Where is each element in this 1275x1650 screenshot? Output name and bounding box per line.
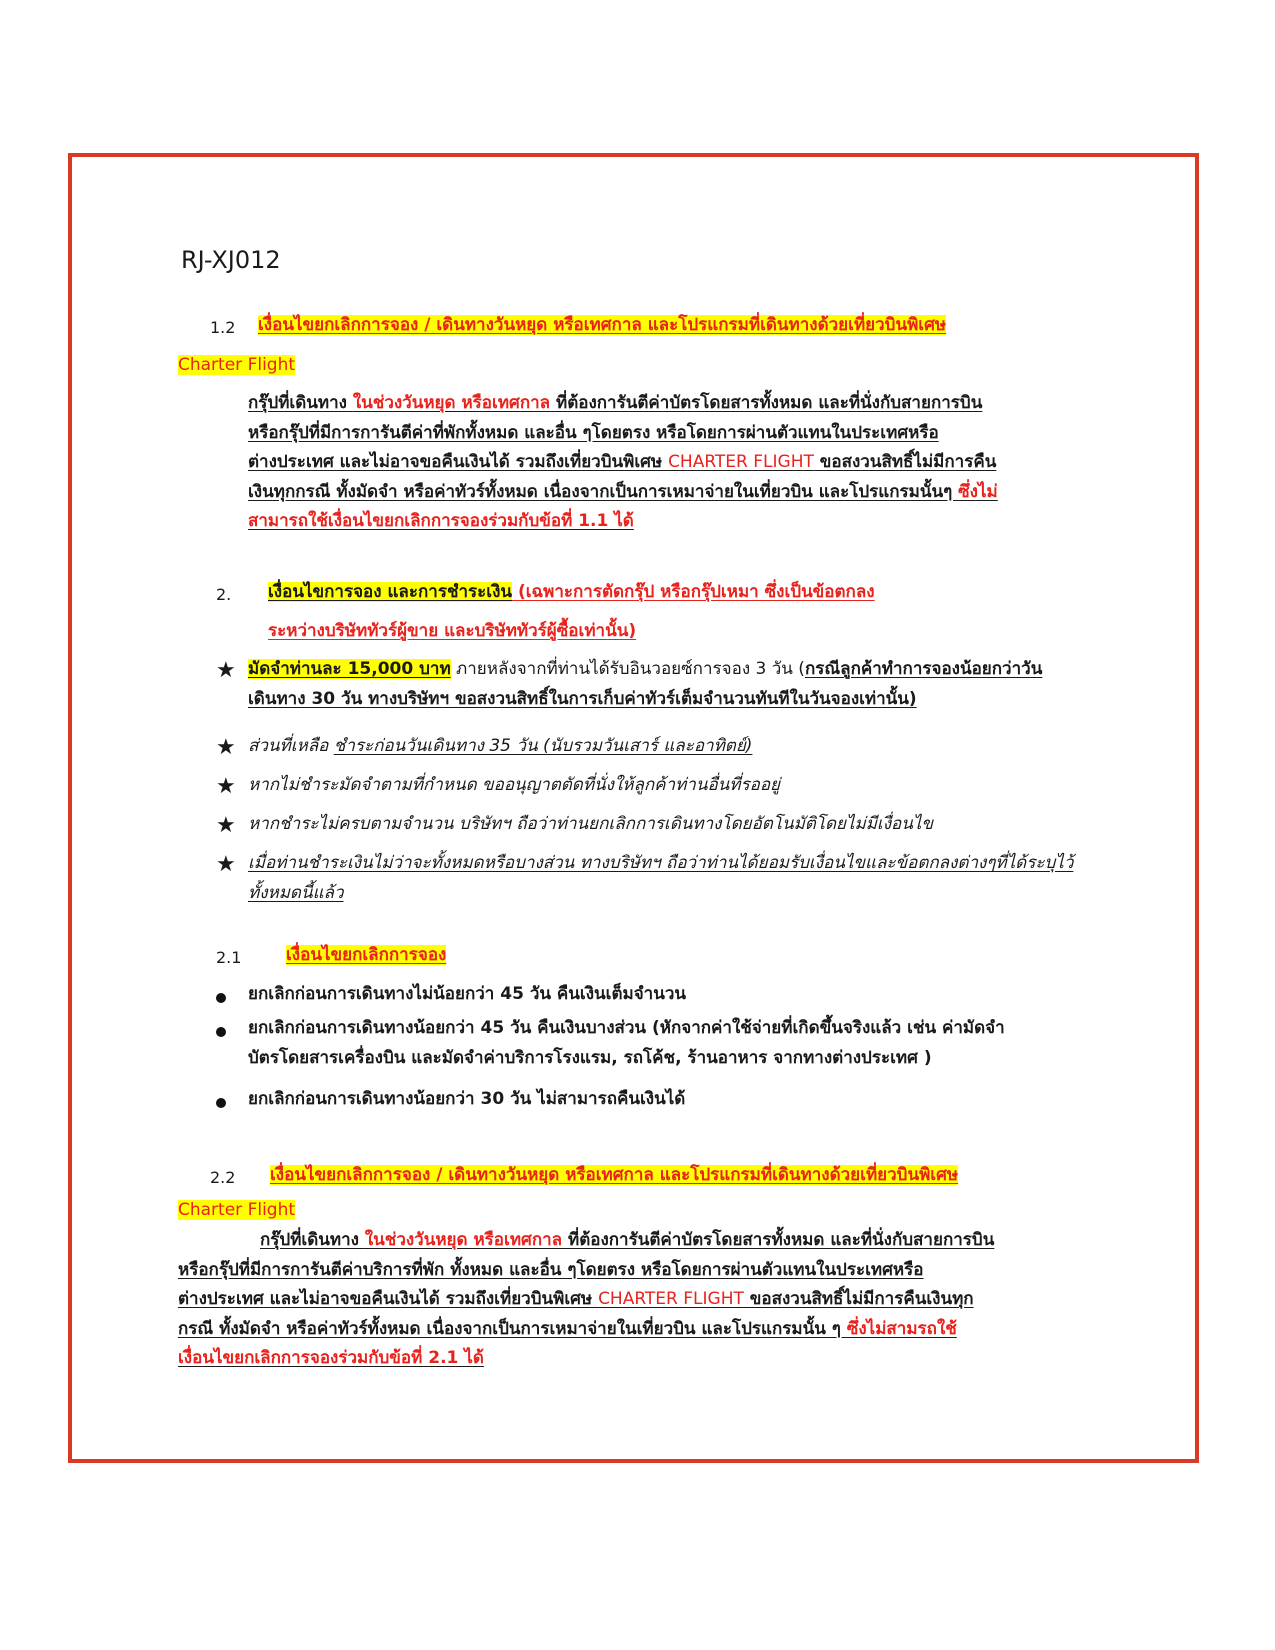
paragraph-1-2 [248, 389, 1108, 537]
text-line: บัตรโดยสารเครื่องบิน และมัดจำค่าบริการโรงแรม, รถโค้ช, ร้านอาหาร จากทางต่างประเทศ ) [248, 1047, 932, 1068]
text-span: กรุ๊ปที่เดินทาง [260, 1230, 365, 1250]
text-line: เมื่อท่านชำระเงินไม่ว่าจะทั้งหมดหรือบางส่วน ทางบริษัทฯ ถือว่าท่านได้ยอมรับเงื่อนไขและข้อตกลงต่างๆที่ได้ระบุไว้ [248, 853, 1074, 873]
bullet-item [248, 732, 752, 762]
heading-text: เงื่อนไขการจอง และการชำระเงิน [268, 582, 513, 602]
text-line [248, 448, 1108, 478]
text-line: หรือกรุ๊ปที่มีการการันตีค่าที่พักทั้งหมด และอื่น ๆโดยตรง หรือโดยการผ่านตัวแทนในประเทศหรือ [248, 422, 939, 443]
red-span: ในช่วงวันหยุด หรือเทศกาล [364, 1230, 563, 1250]
red-span: CHARTER FLIGHT [598, 1289, 744, 1309]
section-heading [286, 941, 446, 971]
highlight-span: มัดจำท่านละ 15,000 บาท [248, 659, 451, 679]
heading-text: เงื่อนไขยกเลิกการจอง [286, 945, 447, 965]
paragraph-2-2 [178, 1226, 1108, 1374]
star-icon: ★ [216, 774, 236, 799]
bullet-dot-icon [216, 1027, 226, 1037]
section-heading [258, 311, 946, 341]
bullet-item [248, 655, 1108, 714]
bullet-dot-icon [216, 1098, 226, 1108]
charter-text: Charter Flight [178, 355, 296, 375]
document-code: RJ-XJ012 [181, 246, 281, 274]
text-line: ทั้งหมดนี้แล้ว [248, 882, 344, 903]
text-span: ต่างประเทศ และไม่อาจขอคืนเงินได้ รวมถึงเที่ยวบินพิเศษ [248, 452, 669, 472]
bullet-dot-icon [216, 993, 226, 1003]
text-line: สามารถใช้เงื่อนไขยกเลิกการจองร่วมกับข้อที่ 1.1 ได้ [248, 511, 634, 531]
red-span: ซึ่งไม่สามรถใช้ [846, 1318, 957, 1339]
heading-paren-line2: ระหว่างบริษัททัวร์ผู้ขาย และบริษัททัวร์ผู้ซื้อเท่านั้น) [268, 621, 637, 641]
text-line [248, 389, 1108, 419]
text-span: ที่ต้องการันตีค่าบัตรโดยสารทั้งหมด และที่นั่งกับสายการบิน [562, 1230, 995, 1250]
text-line: ยกเลิกก่อนการเดินทางน้อยกว่า 45 วัน คืนเงินบางส่วน (หักจากค่าใช้จ่ายที่เกิดขึ้นจริงแล้ว เช่น ค่ามัดจำ [248, 1018, 1005, 1038]
bullet-item: หากชำระไม่ครบตามจำนวน บริษัทฯ ถือว่าท่านยกเลิกการเดินทางโดยอัตโนมัติโดยไม่มีเงื่อนไข [248, 814, 934, 834]
cancel-item [248, 1014, 1108, 1073]
text-span: กรุ๊ปที่เดินทาง [248, 393, 353, 413]
red-span: ซึ่งไม่ [958, 481, 998, 502]
star-icon: ★ [216, 813, 236, 838]
cancel-item: ยกเลิกก่อนการเดินทางไม่น้อยกว่า 45 วัน คืนเงินเต็มจำนวน [248, 984, 686, 1004]
text-span: ที่ต้องการันตีค่าบัตรโดยสารทั้งหมด และที่นั่งกับสายการบิน [550, 393, 983, 413]
red-span: ในช่วงวันหยุด หรือเทศกาล [352, 393, 551, 413]
text-span: ขอสงวนสิทธิ์ไม่มีการคืนเงินทุก [743, 1289, 974, 1309]
text-span: ต่างประเทศ และไม่อาจขอคืนเงินได้ รวมถึงเที่ยวบินพิเศษ [178, 1289, 599, 1309]
underline-span: ชำระก่อนวันเดินทาง 35 วัน (นับรวมวันเสาร์ และอาทิตย์) [333, 736, 753, 756]
text-line: หรือกรุ๊ปที่มีการการันตีค่าบริการที่พัก ทั้งหมด และอื่น ๆโดยตรง หรือโดยการผ่านตัวแทนในประเทศหรือ [178, 1259, 924, 1280]
heading-text: เงื่อนไขยกเลิกการจอง / เดินทางวันหยุด หรือเทศกาล และโปรแกรมที่เดินทางด้วยเที่ยวบินพิเศษ [270, 1165, 959, 1185]
text-line: เงื่อนไขยกเลิกการจองร่วมกับข้อที่ 2.1 ได้ [178, 1348, 484, 1368]
section-number: 2.2 [210, 1168, 236, 1187]
text-line [178, 1226, 1108, 1256]
section-heading [270, 1161, 958, 1191]
heading-text: เงื่อนไขยกเลิกการจอง / เดินทางวันหยุด หรือเทศกาล และโปรแกรมที่เดินทางด้วยเที่ยวบินพิเศษ [258, 315, 947, 335]
charter-flight-label [178, 351, 295, 381]
charter-flight-label [178, 1196, 295, 1226]
section-number: 1.2 [210, 318, 236, 337]
star-icon: ★ [216, 852, 236, 877]
charter-text: Charter Flight [178, 1200, 296, 1220]
bold-span: กรณีลูกค้าทำการจองน้อยกว่าวัน [804, 659, 1043, 679]
heading-paren: (เฉพาะการตัดกรุ๊ป หรือกรุ๊ปเหมา ซึ่งเป็นข้อตกลง [512, 582, 875, 602]
text-span: เงินทุกกรณี ทั้งมัดจำ หรือค่าทัวร์ทั้งหมด เนื่องจากเป็นการเหมาจ่ายในเที่ยวบิน และโปรแกรมนั้นๆ [248, 481, 959, 502]
text-span: ส่วนที่เหลือ [248, 736, 334, 756]
text-span: กรณี ทั้งมัดจำ หรือค่าทัวร์ทั้งหมด เนื่องจากเป็นการเหมาจ่ายในเที่ยวบิน และโปรแกรมนั้น ๆ [178, 1318, 847, 1339]
section-heading [268, 578, 875, 608]
text-line: เดินทาง 30 วัน ทางบริษัทฯ ขอสงวนสิทธิ์ในการเก็บค่าทัวร์เต็มจำนวนทันทีในวันจองเท่านั้น) [248, 688, 917, 709]
section-number: 2. [216, 585, 232, 604]
star-icon: ★ [216, 735, 236, 760]
bullet-item: หากไม่ชำระมัดจำตามที่กำหนด ขออนุญาตตัดที่นั่งให้ลูกค้าท่านอื่นที่รออยู่ [248, 775, 781, 795]
cancel-item: ยกเลิกก่อนการเดินทางน้อยกว่า 30 วัน ไม่สามารถคืนเงินได้ [248, 1089, 686, 1109]
text-span: ภายหลังจากที่ท่านได้รับอินวอยซ์การจอง 3 วัน ( [450, 659, 805, 679]
text-line [248, 655, 1108, 685]
text-span: ขอสงวนสิทธิ์ไม่มีการคืน [813, 452, 997, 472]
text-line [178, 1285, 1108, 1315]
bullet-item [248, 849, 1108, 908]
star-icon: ★ [216, 658, 236, 683]
section-number: 2.1 [216, 948, 242, 967]
text-line [178, 1315, 1108, 1345]
red-span: CHARTER FLIGHT [668, 452, 814, 472]
text-line [248, 478, 1108, 508]
